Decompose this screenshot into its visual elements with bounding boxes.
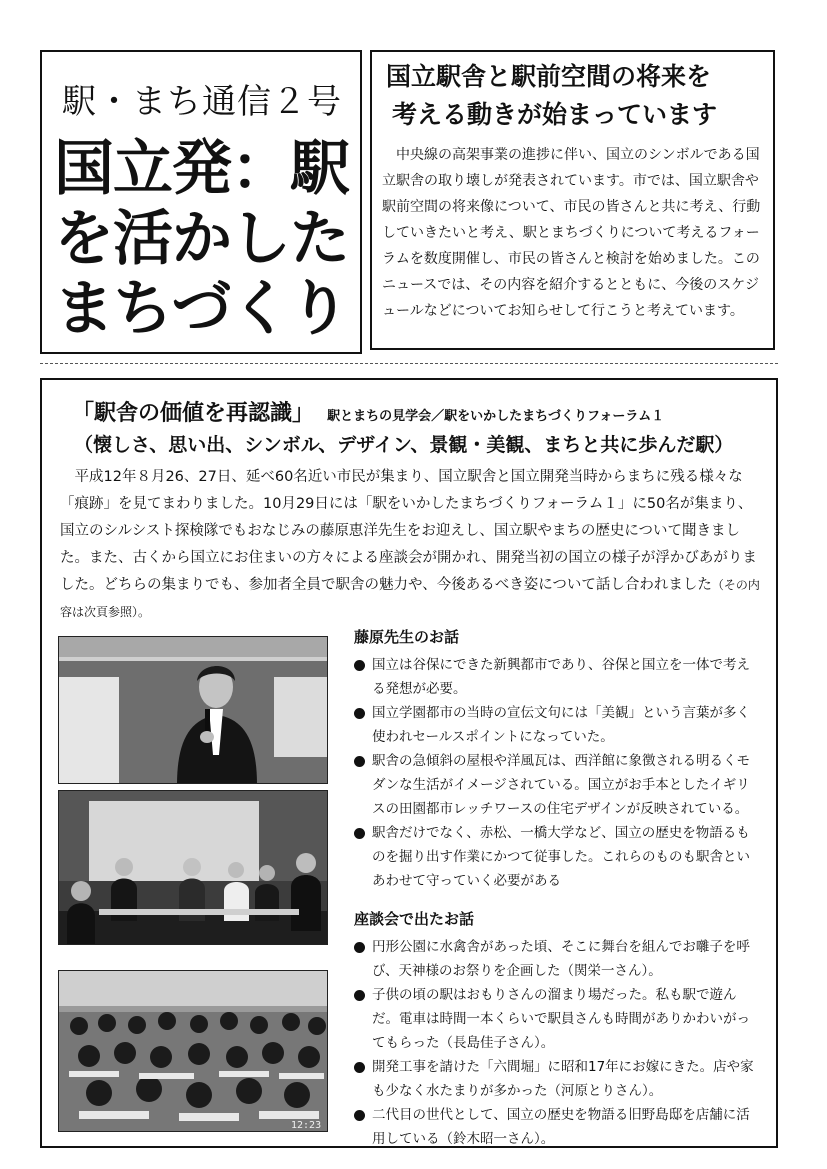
bullet-icon: [354, 1062, 365, 1073]
talk-fujiwara-list: [354, 653, 754, 893]
article-box: [40, 378, 778, 1148]
audience-photo-image: [59, 971, 328, 1132]
issue-label: 駅・まち通信２号: [62, 82, 342, 122]
lecture-photo: [58, 636, 328, 784]
talk-zadankai: [354, 908, 754, 1151]
list-item: [354, 1103, 754, 1151]
list-item: [354, 701, 754, 749]
intro-headline: [386, 58, 766, 134]
list-item: [354, 821, 754, 893]
bullet-icon: [354, 756, 365, 767]
section-note: （その内容は次頁参照）。: [60, 578, 760, 619]
section-header: [72, 396, 664, 427]
main-title-line: 国立発：駅: [54, 134, 349, 204]
list-item: [354, 935, 754, 983]
bullet-icon: [354, 660, 365, 671]
bullet-icon: [354, 708, 365, 719]
list-item: [354, 749, 754, 821]
section-keywords: （懐しさ、思い出、シンボル、デザイン、景観・美観、まちと共に歩んだ駅）: [74, 434, 734, 456]
talk-fujiwara-heading: 藤原先生のお話: [354, 628, 460, 646]
main-title-line: まちづくり: [54, 274, 349, 344]
main-title-line: を活かした: [54, 204, 349, 274]
panel-photo: [58, 790, 328, 945]
intro-paragraph: 中央線の高架事業の進捗に伴い、国立のシンボルである国立駅舎の取り壊しが発表されています。市では、国立駅舎や駅前空間の将来像について、市民の皆さんと共に考え、行動していきたいと考え、駅とまちづくりについて考えるフォーラムを数度開催し、市民の皆さんと検討を始めました。このニュースでは、その内容を紹介するとともに、今後のスケジュールなどについてお知らせして行こうと考えています。: [382, 147, 761, 319]
list-item: [354, 1055, 754, 1103]
photo-timestamp: 12:23: [291, 1120, 322, 1131]
list-item-text: 国立は谷保にできた新興都市であり、谷保と国立を一体で考える発想が必要。: [372, 657, 750, 697]
list-item-text: 駅舎の急傾斜の屋根や洋風瓦は、西洋館に象徴される明るくモダンな生活がイメージされている。国立がお手本としたイギリスの田園都市レッチワースの住宅デザインが反映されている。: [372, 753, 750, 817]
intro-headline-line: 考える動きが始まっています: [392, 100, 718, 129]
section-body-text: 平成12年８月26、27日、延べ60名近い市民が集まり、国立駅舎と国立開発当時からまちに残る様々な「痕跡」を見てまわりました。10月29日には「駅をいかしたまちづくりフォーラム１」に50名が集まり、国立のシルシスト探検隊でもおなじみの藤原恵洋先生をお迎えし、国立駅やまちの歴史について聞きました。また、古くから国立にお住まいの方々による座談会が開かれ、開発当初の国立の様子が浮かびあがりました。どちらの集まりでも、参加者全員で駅舎の魅力や、今後あるべき姿について話し合われました: [60, 469, 757, 593]
talk-zadankai-heading: 座談会で出たお話: [354, 910, 475, 928]
section-title: 「駅舎の価値を再認識」: [72, 401, 315, 426]
bullet-icon: [354, 990, 365, 1001]
masthead-box: [40, 50, 362, 354]
list-item-text: 国立学園都市の当時の宣伝文句には「美観」という言葉が多く使われセールスポイントになっていた。: [372, 705, 750, 745]
divider: [40, 363, 778, 364]
list-item-text: 円形公園に水禽舎があった頃、そこに舞台を組んでお囃子を呼び、天神様のお祭りを企画した（関栄一さん）。: [372, 939, 750, 979]
bullet-icon: [354, 828, 365, 839]
list-item-text: 駅舎だけでなく、赤松、一橋大学など、国立の歴史を物語るものを掘り出す作業にかつて従事した。これらのものも駅舎といあわせて守っていく必要がある: [372, 825, 750, 889]
section-paragraph: [60, 464, 760, 626]
talk-zadankai-list: [354, 935, 754, 1151]
audience-photo: [58, 970, 328, 1132]
list-item: [354, 983, 754, 1055]
list-item-text: 子供の頃の駅はおもりさんの溜まり場だった。私も駅で遊んだ。電車は時間一本くらいで駅員さんも時間がありかわいがってもらった（長島佳子さん）。: [372, 987, 750, 1051]
main-title: [54, 134, 354, 344]
list-item-text: 二代目の世代として、国立の歴史を物語る旧野島邸を店舗に活用している（鈴木昭一さん）。: [372, 1107, 750, 1147]
intro-box: [370, 50, 775, 350]
bullet-icon: [354, 1110, 365, 1121]
talk-fujiwara: [354, 626, 754, 893]
list-item: [354, 653, 754, 701]
intro-headline-line: 国立駅舎と駅前空間の将来を: [386, 62, 712, 91]
section-subtitle: 駅とまちの見学会／駅をいかしたまちづくりフォーラム１: [327, 409, 665, 424]
bullet-icon: [354, 942, 365, 953]
panel-photo-image: [59, 791, 328, 945]
list-item-text: 開発工事を請けた「六間堀」に昭和17年にお嫁にきた。店や家も少なく水たまりが多かった（河原とりさん）。: [372, 1059, 754, 1099]
lecture-photo-image: [59, 637, 328, 784]
